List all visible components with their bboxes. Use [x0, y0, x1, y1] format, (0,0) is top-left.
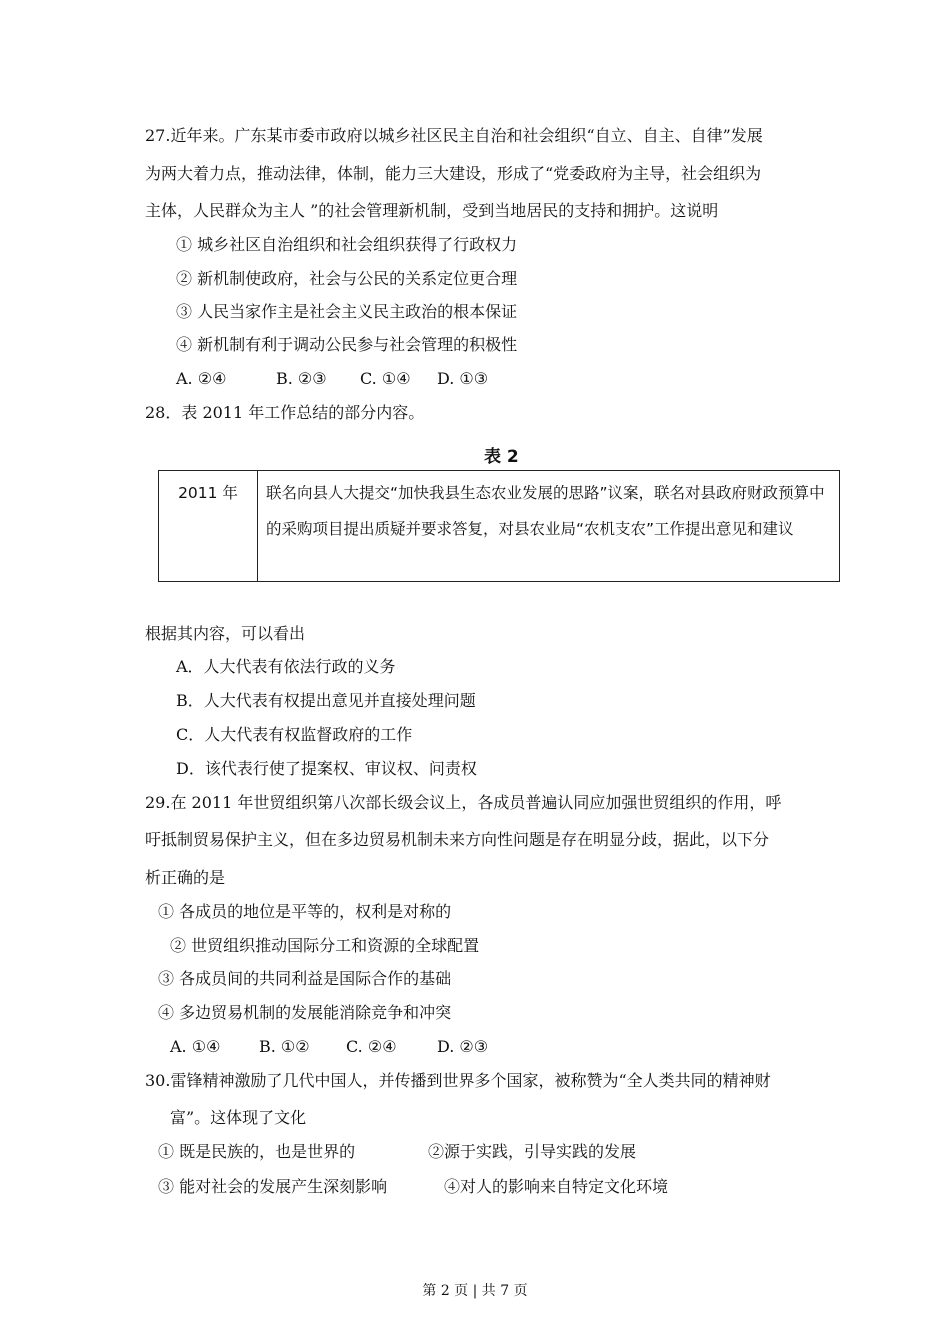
q27-option-a: A. ②④ [176, 369, 227, 388]
summary-table [158, 470, 840, 582]
q30-stem-line-2: 富”。这体现了文化 [170, 1108, 307, 1127]
q27-option-c: C. ①④ [360, 369, 411, 388]
q29-stem-line-3: 析正确的是 [145, 868, 226, 887]
q29-stem-line-2: 吁抵制贸易保护主义，但在多边贸易机制未来方向性问题是存在明显分歧，据此，以下分 [145, 830, 770, 849]
table-caption: 表 2 [484, 447, 519, 467]
q27-item-4: ④ 新机制有利于调动公民参与社会管理的积极性 [176, 335, 518, 354]
q28-lead: 根据其内容，可以看出 [145, 624, 306, 643]
q27-stem-line-1: 27.近年来。广东某市委市政府以城乡社区民主自治和社会组织“自立、自主、自律”发展 [145, 126, 763, 145]
page-footer: 第 2 页 | 共 7 页 [422, 1283, 528, 1299]
q29-option-c: C. ②④ [346, 1037, 397, 1056]
q29-option-d: D. ②③ [437, 1037, 489, 1056]
q29-stem-line-1: 29.在 2011 年世贸组织第八次部长级会议上，各成员普遍认同应加强世贸组织的作用，呼 [145, 793, 782, 812]
q29-item-4: ④ 多边贸易机制的发展能消除竞争和冲突 [158, 1003, 452, 1022]
q27-item-2: ② 新机制使政府，社会与公民的关系定位更合理 [176, 269, 518, 288]
q27-option-d: D. ①③ [437, 369, 489, 388]
q29-item-1: ① 各成员的地位是平等的，权利是对称的 [158, 902, 452, 921]
table-year-cell: 2011 年 [159, 471, 258, 582]
table-row [159, 471, 840, 582]
q27-stem-line-2: 为两大着力点，推动法律，体制，能力三大建设，形成了“党委政府为主导，社会组织为 [145, 164, 762, 183]
q27-item-3: ③ 人民当家作主是社会主义民主政治的根本保证 [176, 302, 518, 321]
q28-option-d: D．该代表行使了提案权、审议权、问责权 [176, 759, 477, 778]
q30-item-1: ① 既是民族的，也是世界的 [158, 1142, 356, 1161]
table-content-cell: 联名向县人大提交“加快我县生态农业发展的思路”议案，联名对县政府财政预算中的采购项目提出质疑并要求答复，对县农业局“农机支农”工作提出意见和建议 [258, 471, 840, 582]
q30-item-4: ④对人的影响来自特定文化环境 [444, 1177, 669, 1196]
q27-stem-line-3: 主体，人民群众为主人 ”的社会管理新机制，受到当地居民的支持和拥护。这说明 [145, 201, 719, 220]
q28-stem: 28．表 2011 年工作总结的部分内容。 [145, 403, 425, 422]
q30-item-2: ②源于实践，引导实践的发展 [428, 1142, 637, 1161]
q29-item-2: ② 世贸组织推动国际分工和资源的全球配置 [170, 936, 480, 955]
q27-item-1: ① 城乡社区自治组织和社会组织获得了行政权力 [176, 235, 518, 254]
q28-option-a: A．人大代表有依法行政的义务 [176, 657, 396, 676]
q29-option-b: B. ①② [259, 1037, 310, 1056]
q30-item-3: ③ 能对社会的发展产生深刻影响 [158, 1177, 388, 1196]
q28-option-c: C．人大代表有权监督政府的工作 [176, 725, 413, 744]
q29-item-3: ③ 各成员间的共同利益是国际合作的基础 [158, 969, 452, 988]
q30-stem-line-1: 30.雷锋精神激励了几代中国人，并传播到世界多个国家，被称赞为“全人类共同的精神财 [145, 1071, 771, 1090]
q28-option-b: B．人大代表有权提出意见并直接处理问题 [176, 691, 476, 710]
q27-option-b: B. ②③ [276, 369, 327, 388]
q29-option-a: A. ①④ [170, 1037, 221, 1056]
